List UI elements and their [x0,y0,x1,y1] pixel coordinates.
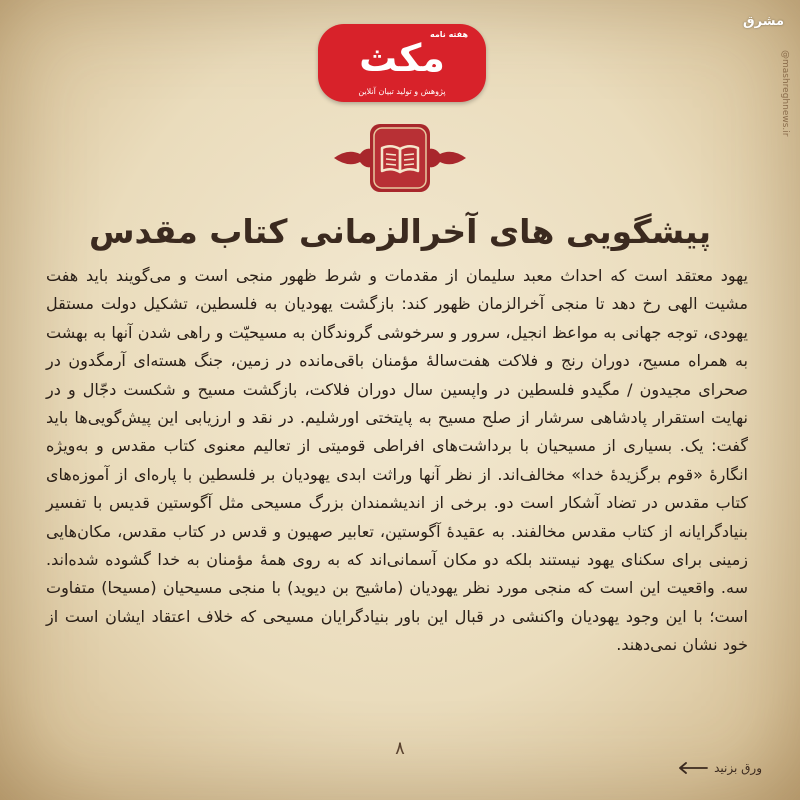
arrow-left-icon [678,762,708,774]
logo-sub-text: پژوهش و تولید تبیان آنلاین [358,87,446,96]
article-body: یهود معتقد است که احداث معبد سلیمان از مقدمات و شرط ظهور منجی است و می‌گویند باید هفت مشیت الهی رخ دهد تا منجی آخرالزمان ظهور کند: بازگشت یهودیان به فلسطین، تشکیل دولت مستقل یهودی، توجه جهانی به مواعظ انجیل، سرور و سرخوشی گروندگان به مسیحیّت و راهی شدن آنها به بهشت به همراه مسیح، دوران رنج و فلاکت هفت‌سالهٔ مؤمنان باقی‌مانده در زمین، جنگ هسته‌ای آرمگدون در صحرای مجیدون / مگیدو فلسطین در واپسین سال دوران فلاکت، بازگشت مسیح و شکست دجّال و در نهایت استقرار پادشاهی سرشار از صلح مسیح به پایتختی اورشلیم. در نقد و ارزیابی این پیش‌گویی‌ها باید گفت: یک. بسیاری از مسیحیان با برداشت‌های افراطی قومیتی از تعالیم معنوی کتاب مقدس و به‌ویژه انگارهٔ «قوم برگزیدهٔ خدا» مخالف‌اند. از نظر آنها وراثت ابدی یهودیان بر فلسطین با پاره‌ای از آموزه‌های کتاب مقدس در تضاد آشکار است دو. برخی از اندیشمندان بزرگ مسیحی مثل آگوستین قدیس با تفسیر بنیادگرایانه از کتاب مقدس مخالفند. به عقیدهٔ آگوستین، تعابیر صهیون و قدس در کتاب مقدس، مکان‌هایی زمینی برای سکنای یهود نیستند بلکه دو مکان آسمانی‌اند که به روی همهٔ مؤمنان به خدا گشوده شده‌اند. سه. واقعیت این است که منجی مورد نظر یهودیان (ماشیح بن دیوید) با منجی مسیحیان (مسیحا) متفاوت است؛ با این وجود یهودیان واکنشی در قبال این باور بنیادگرایان مسیحی که خلاف اعتقاد ایشان است از خود نشان نمی‌دهند. [46,266,748,655]
logo-top-text: هفته نامه [429,30,468,39]
open-book-icon [330,118,470,198]
logo-main-text: مکث [359,36,445,80]
channel-url-watermark: @mashreghnews.ir [780,50,790,137]
magazine-logo [318,24,486,102]
page-number: ۸ [395,738,405,759]
turn-page-label: ورق بزنید [714,761,762,775]
page-title: پیشگویی های آخرالزمانی کتاب مقدس [88,212,712,251]
channel-watermark: مشرق [743,14,784,29]
turn-page-button[interactable] [678,758,762,778]
